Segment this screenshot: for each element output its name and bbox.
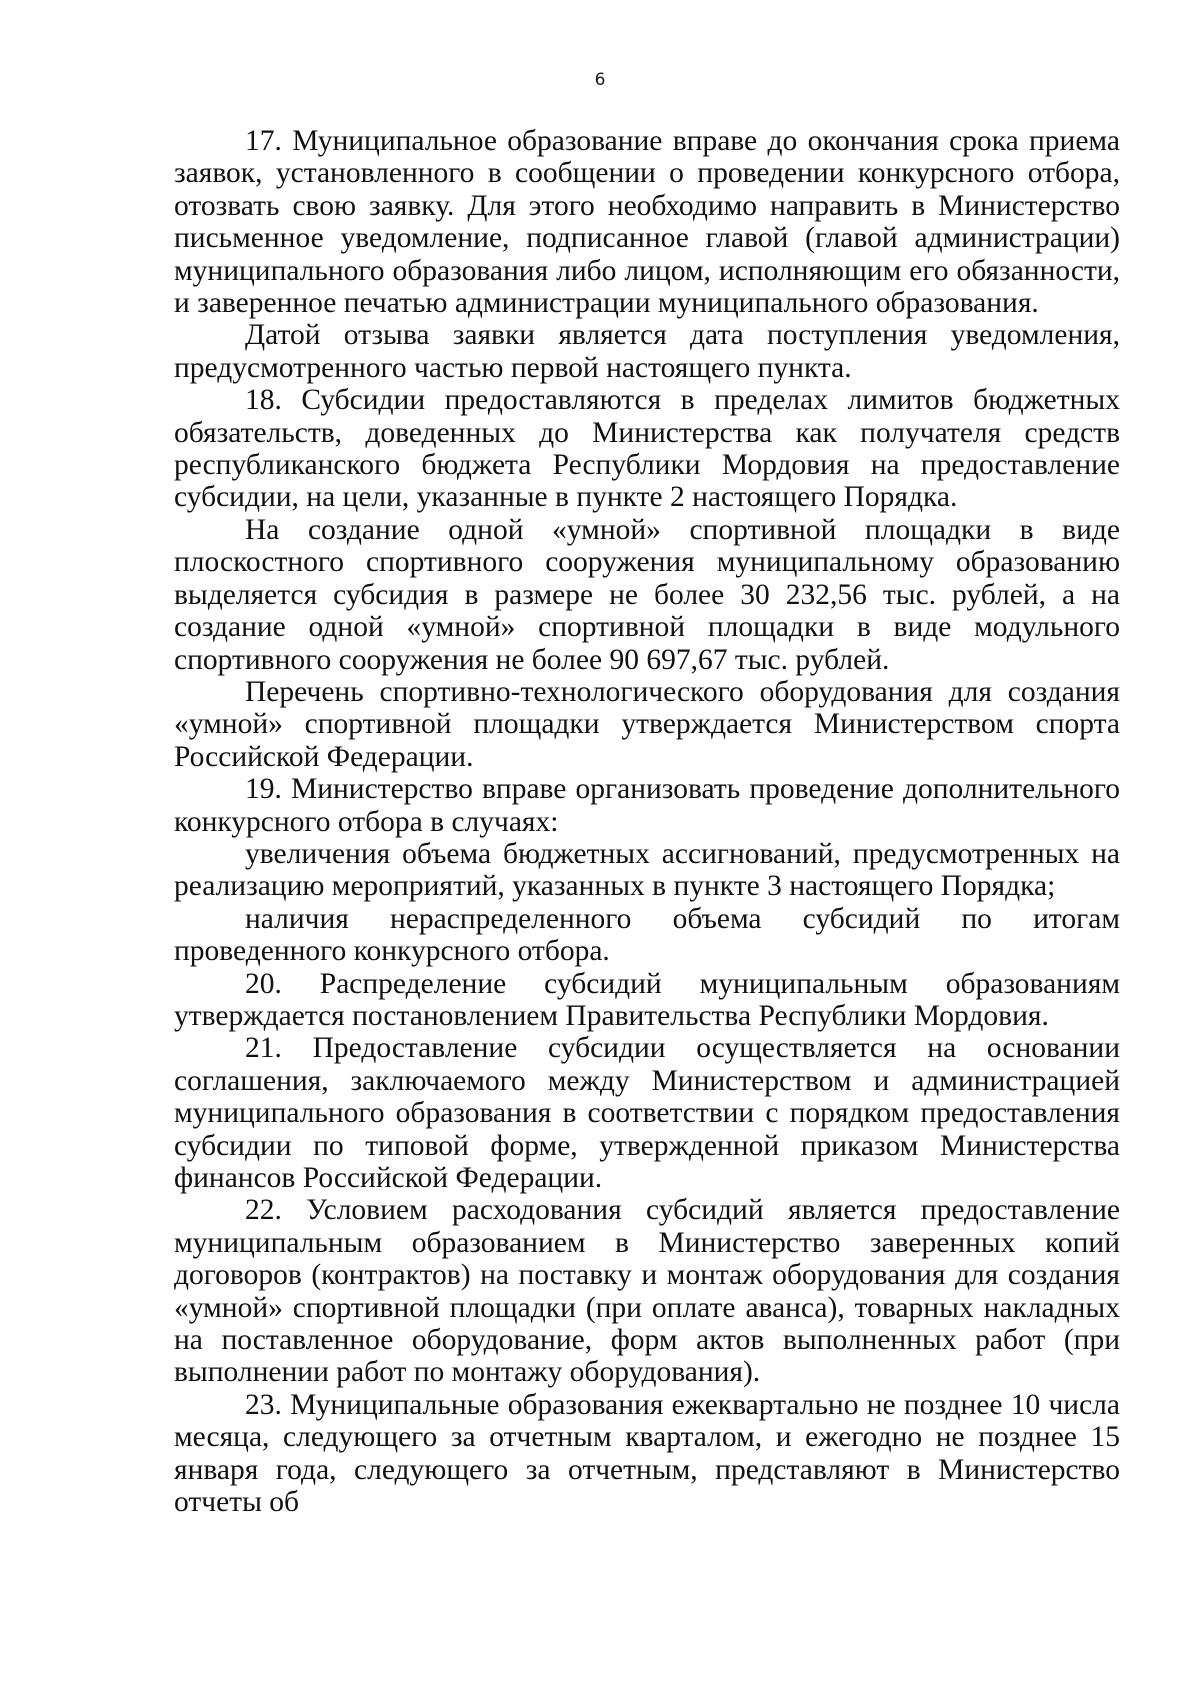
- paragraph-21: 21. Предоставление субсидии осуществляется на основании соглашения, заключаемого между Министерством и администрацией муниципального образования в соответствии с порядком предоставления субсидии по типовой форме, утвержденной приказом Министерства финансов Российской Федерации.: [174, 1032, 1120, 1194]
- document-body: [174, 125, 1120, 1518]
- paragraph-18: 18. Субсидии предоставляются в пределах лимитов бюджетных обязательств, доведенных до Министерства как получателя средств республиканского бюджета Республики Мордовия на предоставление субсидии, на цели, указанные в пункте 2 настоящего Порядка.: [174, 384, 1120, 514]
- paragraph-23: 23. Муниципальные образования ежеквартально не позднее 10 числа месяца, следующего за отчетным кварталом, и ежегодно не позднее 15 января года, следующего за отчетным, представляют в Министерство отчеты об: [174, 1388, 1120, 1519]
- paragraph-17-withdrawal-date: Датой отзыва заявки является дата поступления уведомления, предусмотренного частью первой настоящего пункта.: [174, 319, 1120, 384]
- paragraph-19-case-1: увеличения объема бюджетных ассигнований, предусмотренных на реализацию мероприятий, указанных в пункте 3 настоящего Порядка;: [174, 837, 1120, 903]
- paragraph-18-equipment-list: Перечень спортивно-технологического оборудования для создания «умной» спортивной площадки утверждается Министерством спорта Российской Федерации.: [174, 675, 1120, 773]
- paragraph-18-subsidy-amount: На создание одной «умной» спортивной площадки в виде плоскостного спортивного сооружения муниципальному образованию выделяется субсидия в размере не более 30 232,56 тыс. рублей, а на создание одной «умной» спортивной площадки в виде модульного спортивного сооружения не более 90 697,67 тыс. рублей.: [174, 513, 1120, 676]
- paragraph-17: 17. Муниципальное образование вправе до окончания срока приема заявок, установленного в сообщении о проведении конкурсного отбора, отозвать свою заявку. Для этого необходимо направить в Министерство письменное уведомление, подписанное главой (главой администрации) муниципального образования либо лицом, исполняющим его обязанности, и заверенное печатью администрации муниципального образования.: [174, 125, 1120, 320]
- paragraph-22: 22. Условием расходования субсидий является предоставление муниципальным образованием в Министерство заверенных копий договоров (контрактов) на поставку и монтаж оборудования для создания «умной» спортивной площадки (при оплате аванса), товарных накладных на поставленное оборудование, форм актов выполненных работ (при выполнении работ по монтажу оборудования).: [174, 1194, 1120, 1389]
- paragraph-19-case-2: наличия нераспределенного объема субсидий по итогам проведенного конкурсного отбора.: [174, 902, 1120, 968]
- paragraph-20: 20. Распределение субсидий муниципальным образованиям утверждается постановлением Правительства Республики Мордовия.: [174, 967, 1120, 1032]
- paragraph-19: 19. Министерство вправе организовать проведение дополнительного конкурсного отбора в случаях:: [174, 773, 1120, 838]
- page-number: 6: [594, 70, 606, 90]
